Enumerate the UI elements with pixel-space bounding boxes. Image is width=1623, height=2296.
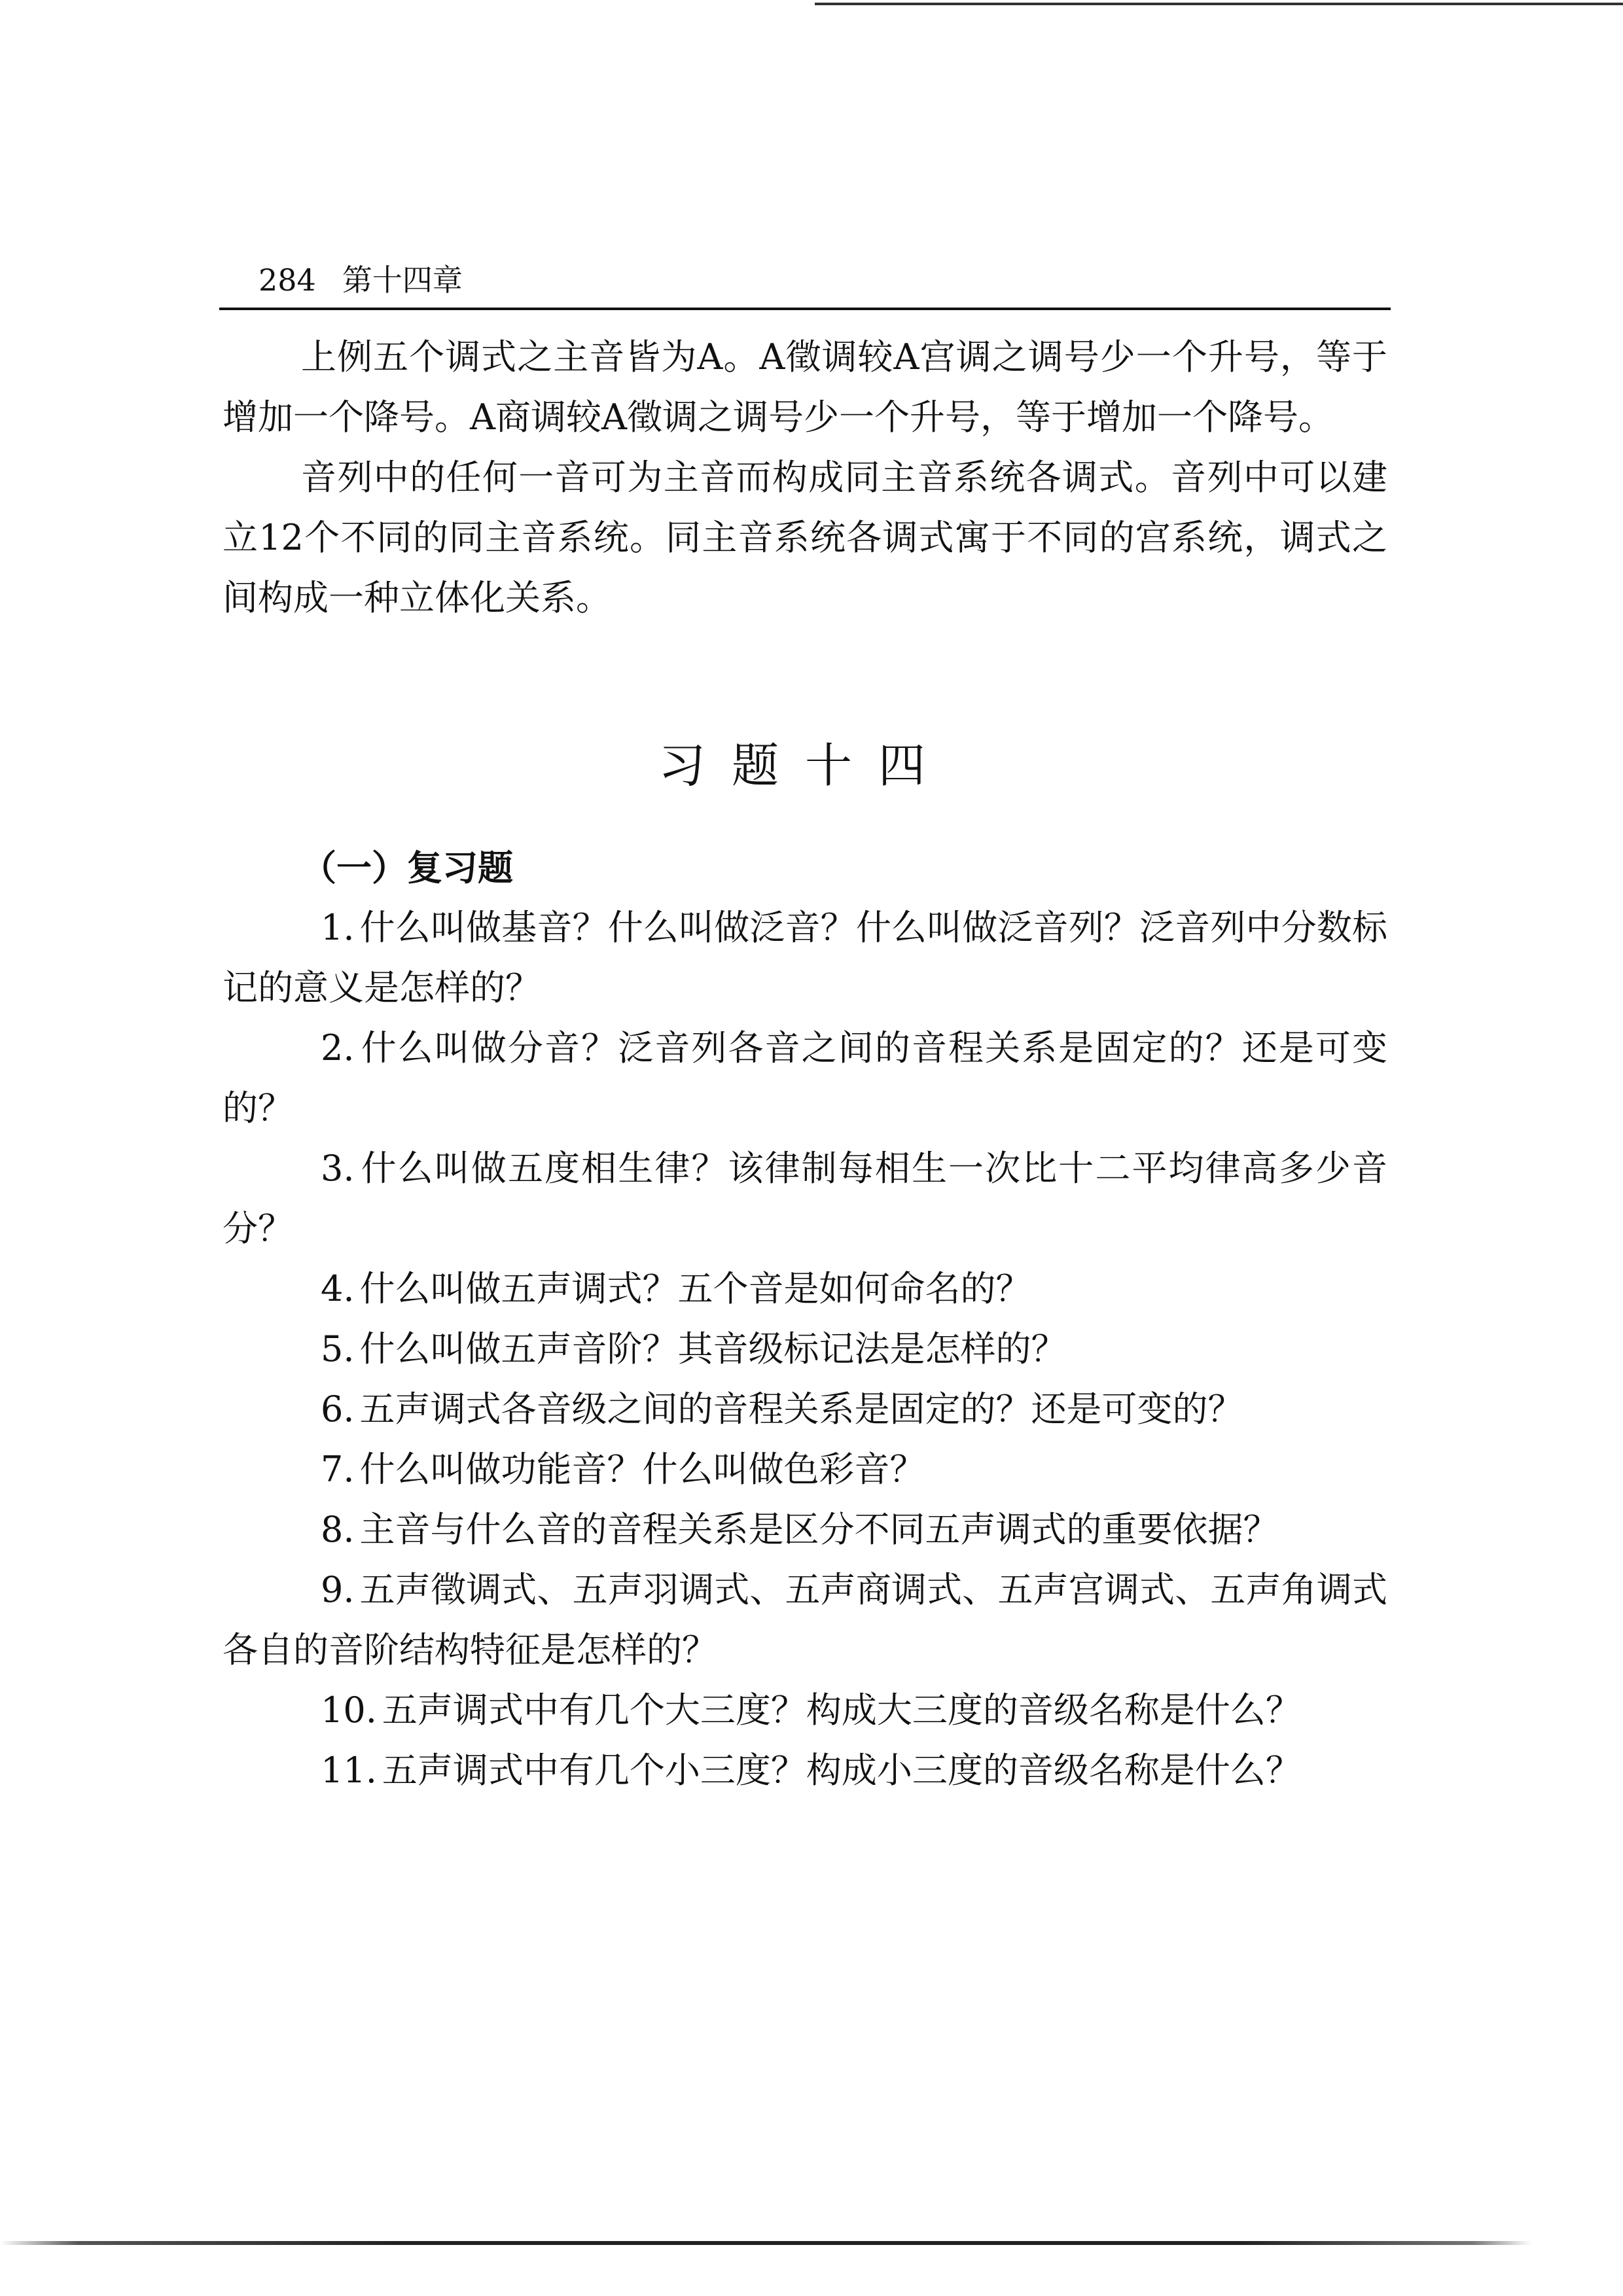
- question-text: 什么叫做基音？什么叫做泛音？什么叫做泛音列？泛音列中分数标记的意义是怎样的？: [223, 907, 1387, 1008]
- question-list: [223, 898, 1387, 1801]
- question-number: 5.: [321, 1328, 355, 1369]
- question-number: 8.: [321, 1509, 355, 1550]
- question-item: [223, 1319, 1387, 1379]
- body-paragraph-2: 音列中的任何一音可为主音而构成同主音系统各调式。音列中可以建立12个不同的同主音系统。同主音系统各调式寓于不同的宫系统，调式之间构成一种立体化关系。: [223, 457, 1387, 618]
- question-number: 3.: [321, 1148, 355, 1189]
- question-text: 什么叫做分音？泛音列各音之间的音程关系是固定的？还是可变的？: [223, 1027, 1387, 1129]
- question-text: 五声调式各音级之间的音程关系是固定的？还是可变的？: [359, 1388, 1243, 1430]
- question-number: 10.: [321, 1689, 377, 1731]
- header-rule: [219, 308, 1391, 310]
- question-text: 五声调式中有几个小三度？构成小三度的音级名称是什么？: [382, 1750, 1301, 1791]
- question-item: [223, 1379, 1387, 1439]
- question-number: 11.: [321, 1750, 377, 1791]
- question-number: 2.: [321, 1027, 355, 1069]
- bottom-edge-rule: [0, 2241, 1531, 2245]
- question-text: 什么叫做五声调式？五个音是如何命名的？: [359, 1268, 1031, 1309]
- subsection-heading: （一）复习题: [301, 847, 513, 889]
- top-edge-rule: [815, 3, 1623, 5]
- question-item: [223, 898, 1387, 1018]
- question-number: 7.: [321, 1449, 355, 1490]
- question-number: 1.: [321, 907, 355, 948]
- page-number: 284: [259, 262, 316, 298]
- question-item: [223, 1500, 1387, 1560]
- question-text: 五声徵调式、五声羽调式、五声商调式、五声宫调式、五声角调式各自的音阶结构特征是怎样的？: [223, 1569, 1387, 1670]
- question-item: [223, 1439, 1387, 1500]
- question-text: 什么叫做五声音阶？其音级标记法是怎样的？: [359, 1328, 1067, 1369]
- question-item: [223, 1259, 1387, 1319]
- body-paragraph-1: 上例五个调式之主音皆为A。A徵调较A宫调之调号少一个升号，等于增加一个降号。A商调较A徵调之调号少一个升号，等于增加一个降号。: [223, 336, 1387, 438]
- chapter-title: 第十四章: [342, 262, 463, 298]
- question-item: [223, 1560, 1387, 1680]
- question-number: 4.: [321, 1268, 355, 1309]
- question-text: 什么叫做五度相生律？该律制每相生一次比十二平均律高多少音分？: [223, 1148, 1387, 1249]
- question-text: 主音与什么音的音程关系是区分不同五声调式的重要依据？: [359, 1509, 1279, 1550]
- running-header: [259, 260, 463, 300]
- question-number: 6.: [321, 1388, 355, 1430]
- page-content: [223, 327, 1387, 1801]
- question-number: 9.: [321, 1569, 355, 1610]
- exercise-title: 习题十四: [658, 738, 952, 793]
- question-item: [223, 1740, 1387, 1801]
- question-item: [223, 1018, 1387, 1139]
- question-item: [223, 1139, 1387, 1259]
- question-item: [223, 1680, 1387, 1740]
- question-text: 五声调式中有几个大三度？构成大三度的音级名称是什么？: [382, 1689, 1301, 1731]
- question-text: 什么叫做功能音？什么叫做色彩音？: [359, 1449, 925, 1490]
